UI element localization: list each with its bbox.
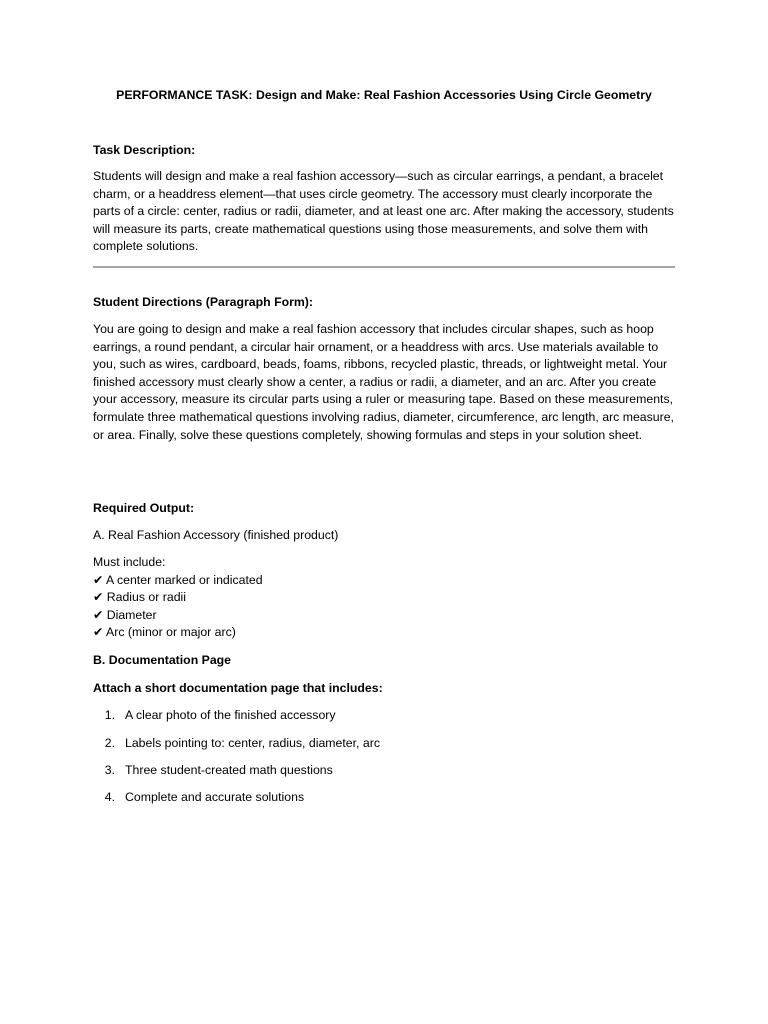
list-number: 1. [104,708,115,722]
task-description-heading: Task Description: [93,143,196,157]
list-item-text: A clear photo of the finished accessory [125,708,336,722]
checklist-item: ✔ A center marked or indicated [93,572,263,587]
list-number: 2. [104,735,115,750]
list-number: 3. [104,762,115,777]
checklist-item: ✔ Diameter [93,607,157,622]
must-include-section [93,554,675,642]
list-item [93,707,336,725]
part-b-label: B. Documentation Page [93,653,232,667]
list-item-text: Labels pointing to: center, radius, diameter, arc [125,735,380,750]
documentation-list [93,707,675,817]
attach-instruction: Attach a short documentation page that includes: [93,681,383,695]
student-directions-body: You are going to design and make a real fashion accessory that includes circular shapes, such as hoop earrings, a round pendant, a circular hair ornament, or a headdress with arcs. Use materials available to you, such as wires, cardboard, beads, foams, ribbons, recycled plastic, threads, or lightweight metal. Your finished accessory must clearly show a center, a radius or radii, a diameter, and an arc. After you create your accessory, measure its circular parts using a ruler or measuring tape. Based on these measurements, formulate three mathematical questions involving radius, diameter, circumference, arc length, arc measure, or area. Finally, solve these questions completely, showing formulas and steps in your solution sheet. [93,322,674,442]
list-item-text: Complete and accurate solutions [125,790,305,804]
list-item [93,762,333,780]
checklist-item: ✔ Radius or radii [93,590,187,605]
required-output-heading: Required Output: [93,501,195,515]
student-directions-heading: Student Directions (Paragraph Form): [93,295,313,309]
task-description-body: Students will design and make a real fashion accessory—such as circular earrings, a pendant, a bracelet charm, or a headdress element—that uses circle geometry. The accessory must clearly incorporate the parts of a circle: center, radius or radii, diameter, and at least one arc. After making the accessory, students will measure its parts, create mathematical questions using those measurements, and solve them with complete solutions. [93,169,674,254]
document-title: PERFORMANCE TASK: Design and Make: Real Fashion Accessories Using Circle Geometry [116,88,652,102]
list-item [93,735,380,753]
list-number: 4. [104,790,115,804]
list-item [93,789,304,807]
part-a-label: A. Real Fashion Accessory (finished product) [93,528,339,542]
list-item-text: Three student-created math questions [125,762,333,777]
must-include-label: Must include: [93,555,166,569]
checklist-item: ✔ Arc (minor or major arc) [93,625,236,640]
horizontal-divider [93,266,675,268]
